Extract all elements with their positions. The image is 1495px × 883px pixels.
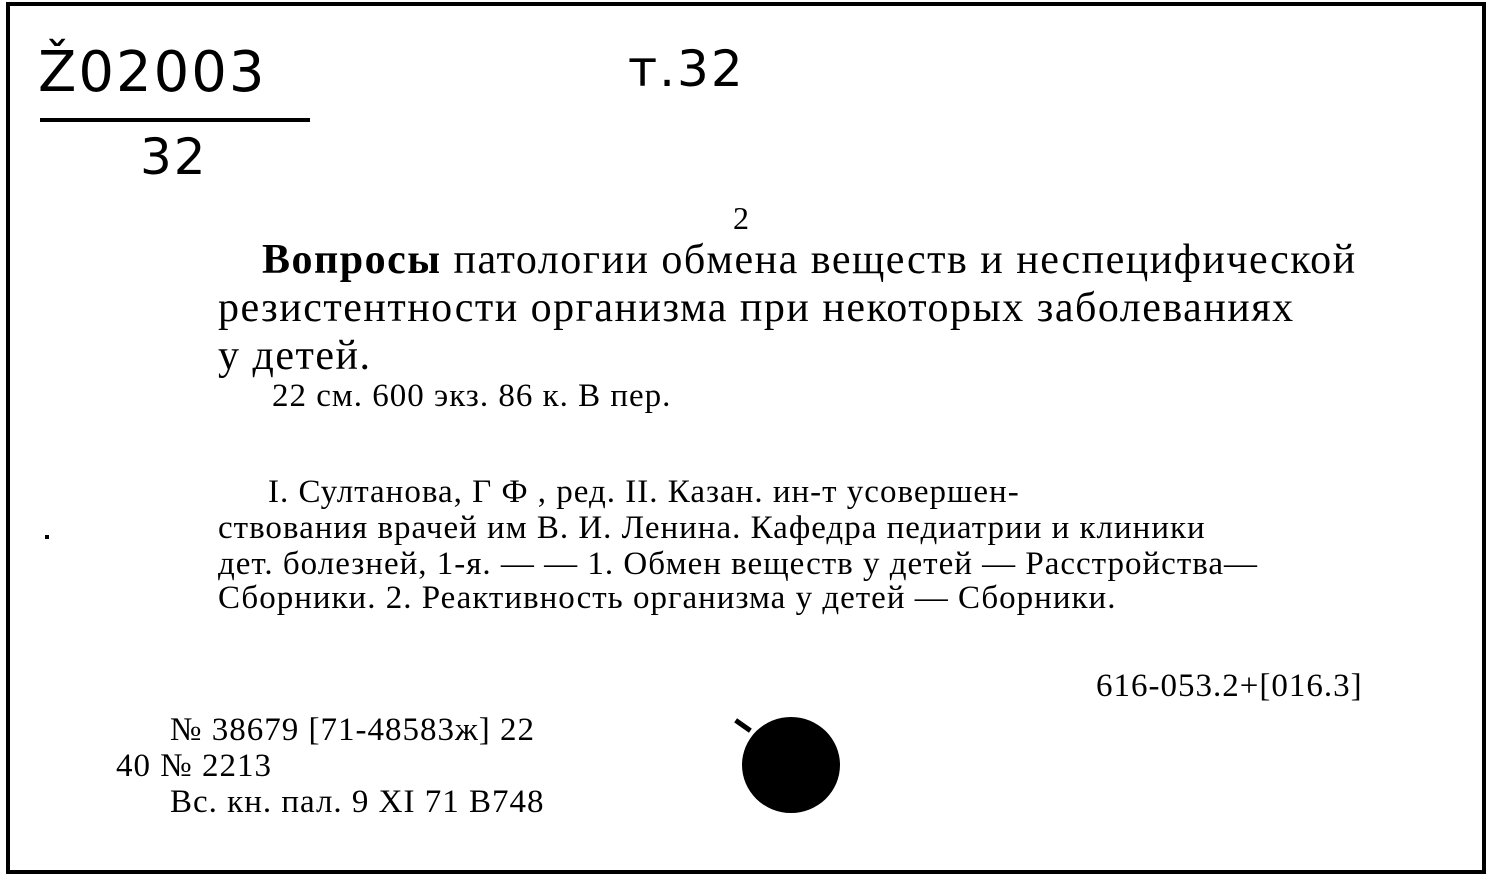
tracing-line-2: ствования врачей им В. И. Ленина. Кафедра педиатрии и клиники [218,510,1206,546]
title-line-3: у детей. [218,333,372,379]
classification-index: 616-053.2+[016.3] [1096,668,1363,704]
tracing-line-3: дет. болезней, 1-я. — — 1. Обмен веществ у детей — Расстройства— [218,546,1259,582]
physical-description: 22 см. 600 экз. 86 к. В пер. [272,378,672,414]
footer-line-1: № 38679 [71-48583ж] 22 [170,712,536,748]
page-number: 2 [733,200,749,236]
handwritten-underline [40,118,310,122]
footer-line-2: 40 № 2213 [116,748,272,784]
margin-speck [45,535,49,539]
handwritten-inventory-sub: 32 [140,128,208,186]
handwritten-inventory-number: Ž02003 [38,40,267,105]
punch-hole-dot [742,717,840,813]
handwritten-volume: т.32 [628,40,745,98]
footer-line-3: Вс. кн. пал. 9 XI 71 B748 [170,784,545,820]
tracing-line-1: I. Султанова, Г Ф , ред. II. Казан. ин-т усовершен- [268,474,1020,510]
title-line-2: резистентности организма при некоторых заболеваниях [218,285,1295,331]
title-keyword: Вопросы [262,237,442,283]
title-rest: патологии обмена веществ и неспецифической [453,237,1357,283]
title-line-1 [262,236,1357,284]
tracing-line-4: Сборники. 2. Реактивность организма у детей — Сборники. [218,580,1117,616]
